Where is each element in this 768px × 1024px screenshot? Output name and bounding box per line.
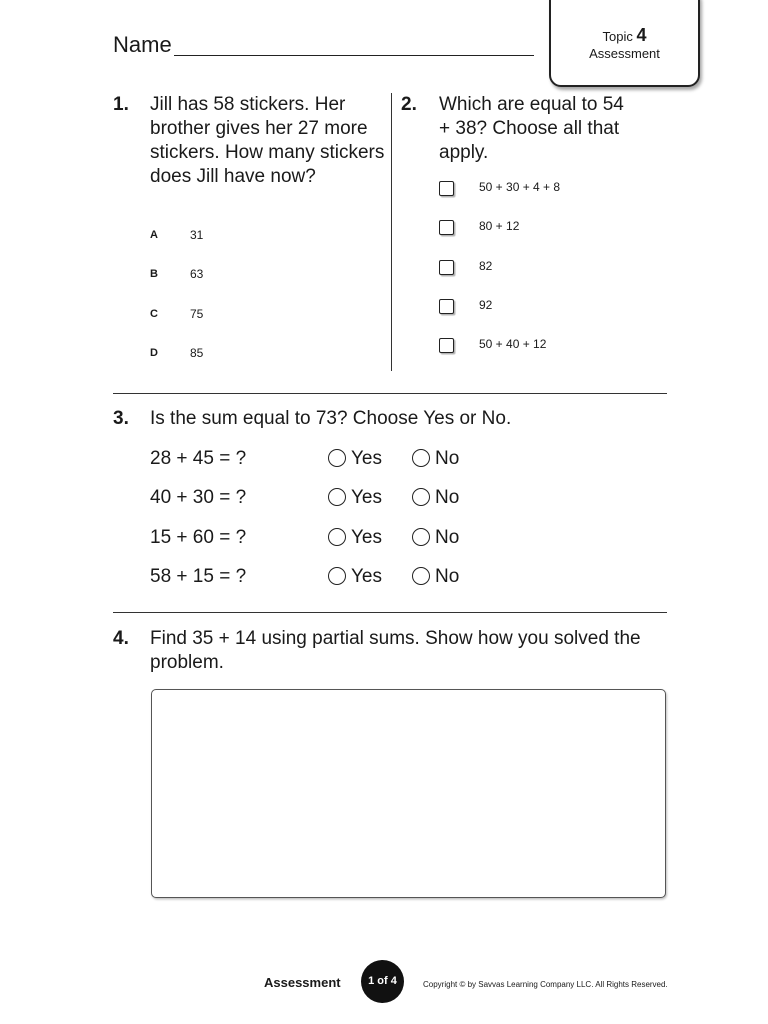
topic-heading <box>549 25 700 46</box>
q3-row-1-no-radio[interactable] <box>412 449 430 467</box>
q2-checkbox-2[interactable] <box>439 220 454 235</box>
q1-option-c-value[interactable]: 75 <box>190 307 204 321</box>
topic-number: 4 <box>636 25 647 45</box>
question-2-number: 2. <box>401 94 417 115</box>
q4-answer-box[interactable] <box>151 689 666 898</box>
q3-row-4-equation: 58 + 15 = ? <box>150 566 247 587</box>
page-number-badge: 1 of 4 <box>361 960 404 1003</box>
q3-row-1-no-label: No <box>435 448 460 469</box>
column-divider <box>391 93 392 371</box>
q3-row-3-no-label: No <box>435 527 460 548</box>
q2-choice-4-label: 92 <box>479 298 493 312</box>
q3-row-2-no-label: No <box>435 487 460 508</box>
topic-assessment-label: Assessment <box>589 46 660 61</box>
q1-option-d-letter[interactable]: D <box>150 347 158 359</box>
q3-row-4-no-label: No <box>435 566 460 587</box>
q3-row-1-yes-label: Yes <box>351 448 382 469</box>
name-label: Name <box>113 32 172 57</box>
q3-row-4-yes-radio[interactable] <box>328 567 346 585</box>
q1-option-d-value[interactable]: 85 <box>190 346 204 360</box>
q1-option-a-letter[interactable]: A <box>150 229 158 241</box>
q1-option-a-value[interactable]: 31 <box>190 228 204 242</box>
question-2-text: Which are equal to 54 + 38? Choose all that apply. <box>439 94 624 163</box>
question-3-number: 3. <box>113 408 129 429</box>
question-4-text: Find 35 + 14 using partial sums. Show how you solved the problem. <box>150 628 641 673</box>
question-1-number: 1. <box>113 94 129 115</box>
q3-row-2-no-radio[interactable] <box>412 488 430 506</box>
q3-row-4-yes-label: Yes <box>351 566 382 587</box>
q3-row-3-yes-radio[interactable] <box>328 528 346 546</box>
q3-row-3-yes-label: Yes <box>351 527 382 548</box>
q3-row-2-yes-radio[interactable] <box>328 488 346 506</box>
question-4-number: 4. <box>113 628 129 649</box>
q2-choice-1-label: 50 + 30 + 4 + 8 <box>479 180 561 194</box>
q1-option-c-letter[interactable]: C <box>150 308 158 320</box>
question-1-text: Jill has 58 stickers. Her brother gives her 27 more stickers. How many stickers does Jill have now? <box>150 94 385 187</box>
q2-checkbox-5[interactable] <box>439 338 454 353</box>
question-3-text: Is the sum equal to 73? Choose Yes or No. <box>150 408 512 429</box>
topic-label: Topic <box>602 29 633 44</box>
q1-option-b-value[interactable]: 63 <box>190 267 204 281</box>
q2-choice-5-label: 50 + 40 + 12 <box>479 337 547 351</box>
q2-checkbox-3[interactable] <box>439 260 454 275</box>
q1-option-b-letter[interactable]: B <box>150 268 158 280</box>
q2-choice-2-label: 80 + 12 <box>479 219 520 233</box>
section-divider-2 <box>113 612 667 613</box>
q3-row-2-yes-label: Yes <box>351 487 382 508</box>
footer-assessment-label: Assessment <box>264 975 341 990</box>
q3-row-4-no-radio[interactable] <box>412 567 430 585</box>
name-field[interactable] <box>174 55 534 56</box>
q2-checkbox-1[interactable] <box>439 181 454 196</box>
q2-checkbox-4[interactable] <box>439 299 454 314</box>
copyright-notice: Copyright © by Savvas Learning Company LLC. All Rights Reserved. <box>423 980 668 989</box>
q3-row-1-equation: 28 + 45 = ? <box>150 448 247 469</box>
q2-choice-3-label: 82 <box>479 259 493 273</box>
q3-row-3-equation: 15 + 60 = ? <box>150 527 247 548</box>
q3-row-2-equation: 40 + 30 = ? <box>150 487 247 508</box>
q3-row-3-no-radio[interactable] <box>412 528 430 546</box>
section-divider-1 <box>113 393 667 394</box>
q3-row-1-yes-radio[interactable] <box>328 449 346 467</box>
